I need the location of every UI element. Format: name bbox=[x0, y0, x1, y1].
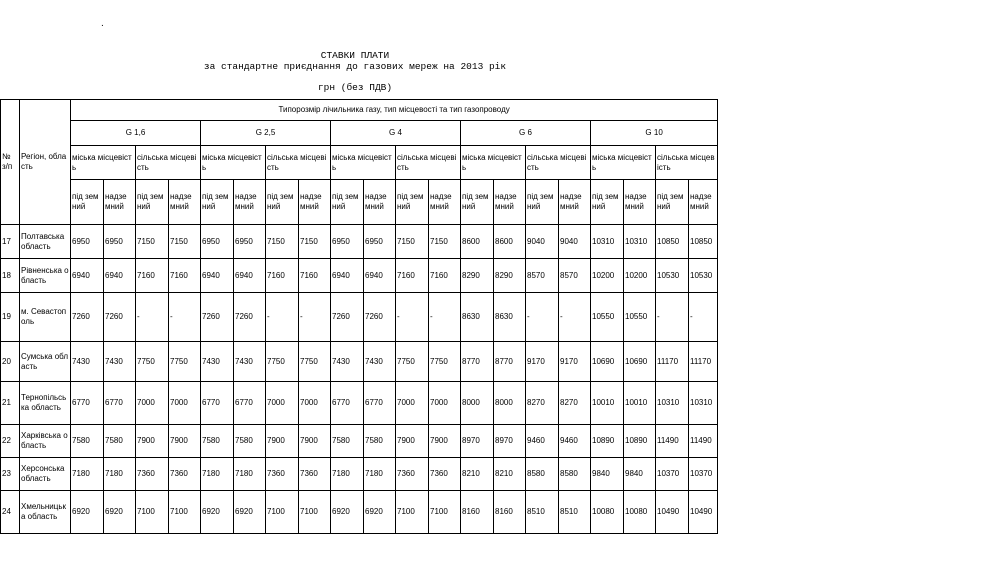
locality-header: сільська місцевість bbox=[656, 146, 718, 180]
rate-cell: 8510 bbox=[526, 491, 559, 534]
rate-cell: 7900 bbox=[299, 425, 331, 458]
pipe-type-header: надзе мний bbox=[494, 180, 526, 225]
rate-cell: 7150 bbox=[299, 225, 331, 259]
pipe-type-header: під земний bbox=[526, 180, 559, 225]
rate-cell: 10850 bbox=[689, 225, 718, 259]
rate-cell: 7260 bbox=[201, 293, 234, 342]
rate-cell: 10310 bbox=[656, 382, 689, 425]
pipe-type-header: надзе мний bbox=[429, 180, 461, 225]
rate-cell: 6920 bbox=[364, 491, 396, 534]
rate-cell: 6920 bbox=[201, 491, 234, 534]
rate-cell: 7180 bbox=[71, 458, 104, 491]
rate-cell: 7900 bbox=[396, 425, 429, 458]
rate-cell: - bbox=[299, 293, 331, 342]
rate-cell: 7750 bbox=[266, 342, 299, 382]
rate-cell: 10690 bbox=[591, 342, 624, 382]
rate-cell: 7000 bbox=[429, 382, 461, 425]
rate-cell: 10530 bbox=[656, 259, 689, 293]
rate-cell: 7000 bbox=[169, 382, 201, 425]
rate-cell: 10850 bbox=[656, 225, 689, 259]
rate-cell: 8970 bbox=[461, 425, 494, 458]
rate-cell: 7360 bbox=[429, 458, 461, 491]
pipe-type-header: надзе мний bbox=[299, 180, 331, 225]
meter-type-header: Типорозмір лічильника газу, тип місцевості та тип газопроводу bbox=[71, 100, 718, 121]
pipe-type-header: під земний bbox=[136, 180, 169, 225]
rate-cell: - bbox=[136, 293, 169, 342]
rate-cell: 10890 bbox=[624, 425, 656, 458]
document-title: СТАВКИ ПЛАТИ bbox=[320, 50, 390, 61]
rate-cell: 11490 bbox=[689, 425, 718, 458]
row-number: 19 bbox=[1, 293, 20, 342]
rate-cell: 6770 bbox=[71, 382, 104, 425]
rate-cell: 6770 bbox=[364, 382, 396, 425]
meter-group-header: G 2,5 bbox=[201, 121, 331, 146]
pipe-type-header: надзе мний bbox=[559, 180, 591, 225]
rate-cell: 7100 bbox=[299, 491, 331, 534]
row-number: 22 bbox=[1, 425, 20, 458]
rate-cell: 7750 bbox=[136, 342, 169, 382]
rate-cell: 7150 bbox=[396, 225, 429, 259]
rate-cell: 8290 bbox=[461, 259, 494, 293]
region-cell: Рівненська область bbox=[20, 259, 71, 293]
rate-cell: 7580 bbox=[364, 425, 396, 458]
pipe-type-header: під земний bbox=[201, 180, 234, 225]
rate-cell: 10890 bbox=[591, 425, 624, 458]
table-row bbox=[1, 342, 718, 382]
rate-cell: 8210 bbox=[494, 458, 526, 491]
rate-cell: 10200 bbox=[591, 259, 624, 293]
table-row bbox=[1, 382, 718, 425]
rate-cell: 8000 bbox=[494, 382, 526, 425]
rate-cell: 9040 bbox=[559, 225, 591, 259]
locality-header: міська місцевість bbox=[201, 146, 266, 180]
locality-header: сільська місцевість bbox=[396, 146, 461, 180]
rate-cell: 10370 bbox=[656, 458, 689, 491]
rate-cell: 7000 bbox=[136, 382, 169, 425]
rate-cell: 9170 bbox=[526, 342, 559, 382]
pipe-type-header: надзе мний bbox=[624, 180, 656, 225]
rate-cell: 6950 bbox=[71, 225, 104, 259]
rate-cell: 6920 bbox=[331, 491, 364, 534]
rate-cell: 6950 bbox=[104, 225, 136, 259]
region-header: Регіон, область bbox=[20, 100, 71, 225]
locality-header: міська місцевість bbox=[461, 146, 526, 180]
rate-cell: 8630 bbox=[461, 293, 494, 342]
rate-cell: 6940 bbox=[234, 259, 266, 293]
rate-cell: 7000 bbox=[266, 382, 299, 425]
pipe-type-header: під земний bbox=[461, 180, 494, 225]
rate-cell: 6940 bbox=[364, 259, 396, 293]
rate-cell: 6950 bbox=[331, 225, 364, 259]
rate-cell: 8270 bbox=[559, 382, 591, 425]
rate-cell: 6920 bbox=[104, 491, 136, 534]
rate-cell: 6950 bbox=[201, 225, 234, 259]
rate-cell: 10010 bbox=[624, 382, 656, 425]
rate-cell: - bbox=[396, 293, 429, 342]
rate-cell: 7360 bbox=[169, 458, 201, 491]
rate-cell: 7900 bbox=[169, 425, 201, 458]
rate-cell: 7360 bbox=[299, 458, 331, 491]
rate-cell: 7900 bbox=[136, 425, 169, 458]
rate-cell: - bbox=[689, 293, 718, 342]
rate-cell: 10310 bbox=[591, 225, 624, 259]
stray-dot: . bbox=[101, 18, 104, 29]
rate-cell: 7150 bbox=[169, 225, 201, 259]
locality-header: сільська місцевість bbox=[136, 146, 201, 180]
rate-cell: 6950 bbox=[364, 225, 396, 259]
rate-cell: 7160 bbox=[299, 259, 331, 293]
rate-cell: 7180 bbox=[234, 458, 266, 491]
document-subtitle: за стандартне приєднання до газових мереж на 2013 рік bbox=[203, 61, 507, 72]
rate-cell: 6940 bbox=[201, 259, 234, 293]
pipe-type-header: під земний bbox=[396, 180, 429, 225]
rate-cell: 7180 bbox=[331, 458, 364, 491]
rate-cell: 7180 bbox=[104, 458, 136, 491]
rate-cell: 7430 bbox=[364, 342, 396, 382]
pipe-type-header: надзе мний bbox=[169, 180, 201, 225]
rate-cell: 7900 bbox=[266, 425, 299, 458]
rate-cell: 9460 bbox=[559, 425, 591, 458]
rate-cell: 10310 bbox=[624, 225, 656, 259]
rate-cell: 10370 bbox=[689, 458, 718, 491]
rate-cell: 7260 bbox=[71, 293, 104, 342]
rate-cell: 8570 bbox=[559, 259, 591, 293]
row-number: 17 bbox=[1, 225, 20, 259]
rate-cell: 9840 bbox=[591, 458, 624, 491]
rate-cell: 10550 bbox=[624, 293, 656, 342]
table-row bbox=[1, 425, 718, 458]
pipe-type-header: під земний bbox=[266, 180, 299, 225]
rate-cell: 7430 bbox=[331, 342, 364, 382]
rate-cell: 7580 bbox=[71, 425, 104, 458]
row-number: 18 bbox=[1, 259, 20, 293]
rate-cell: 7360 bbox=[136, 458, 169, 491]
rate-cell: 7360 bbox=[266, 458, 299, 491]
rate-cell: 6770 bbox=[201, 382, 234, 425]
rate-cell: 7100 bbox=[396, 491, 429, 534]
meter-group-header: G 6 bbox=[461, 121, 591, 146]
rate-cell: - bbox=[526, 293, 559, 342]
rate-cell: 7000 bbox=[299, 382, 331, 425]
rate-cell: - bbox=[656, 293, 689, 342]
rate-cell: 8630 bbox=[494, 293, 526, 342]
pipe-type-header: надзе мний bbox=[364, 180, 396, 225]
rate-cell: 7580 bbox=[201, 425, 234, 458]
rate-cell: 8210 bbox=[461, 458, 494, 491]
table-row bbox=[1, 259, 718, 293]
rate-cell: 7430 bbox=[104, 342, 136, 382]
pipe-type-header: під земний bbox=[591, 180, 624, 225]
rate-cell: 7180 bbox=[364, 458, 396, 491]
rate-cell: 10690 bbox=[624, 342, 656, 382]
meter-group-header: G 10 bbox=[591, 121, 718, 146]
table-row bbox=[1, 293, 718, 342]
row-number: 20 bbox=[1, 342, 20, 382]
rate-cell: 7750 bbox=[299, 342, 331, 382]
rate-cell: 6940 bbox=[71, 259, 104, 293]
rate-cell: 10550 bbox=[591, 293, 624, 342]
num-header: № з/п bbox=[1, 100, 20, 225]
rate-cell: 6770 bbox=[104, 382, 136, 425]
rate-cell: 7750 bbox=[396, 342, 429, 382]
rate-cell: 8580 bbox=[559, 458, 591, 491]
rate-cell: 8600 bbox=[461, 225, 494, 259]
rate-cell: 7260 bbox=[234, 293, 266, 342]
rate-cell: 6920 bbox=[71, 491, 104, 534]
locality-header: сільська місцевість bbox=[526, 146, 591, 180]
rate-cell: 6940 bbox=[331, 259, 364, 293]
pipe-type-header: надзе мний bbox=[234, 180, 266, 225]
rate-cell: 7000 bbox=[396, 382, 429, 425]
rate-cell: 6950 bbox=[234, 225, 266, 259]
rate-cell: 11490 bbox=[656, 425, 689, 458]
locality-header: міська місцевість bbox=[591, 146, 656, 180]
rate-cell: 7150 bbox=[266, 225, 299, 259]
rate-cell: 10080 bbox=[591, 491, 624, 534]
rate-cell: 10490 bbox=[689, 491, 718, 534]
rate-cell: 7750 bbox=[429, 342, 461, 382]
row-number: 24 bbox=[1, 491, 20, 534]
rate-cell: 7160 bbox=[169, 259, 201, 293]
rate-cell: 7150 bbox=[136, 225, 169, 259]
rate-cell: 10080 bbox=[624, 491, 656, 534]
rate-cell: 7150 bbox=[429, 225, 461, 259]
rate-cell: 7260 bbox=[104, 293, 136, 342]
rate-cell: 7100 bbox=[266, 491, 299, 534]
table-row bbox=[1, 225, 718, 259]
pipe-type-header: під земний bbox=[71, 180, 104, 225]
rate-cell: - bbox=[169, 293, 201, 342]
pipe-type-header: надзе мний bbox=[104, 180, 136, 225]
rate-cell: 9460 bbox=[526, 425, 559, 458]
rate-cell: 11170 bbox=[689, 342, 718, 382]
rate-cell: - bbox=[429, 293, 461, 342]
region-cell: Сумська область bbox=[20, 342, 71, 382]
rate-cell: 6940 bbox=[104, 259, 136, 293]
locality-header: сільська місцевість bbox=[266, 146, 331, 180]
rate-cell: 7160 bbox=[136, 259, 169, 293]
rate-cell: 6920 bbox=[234, 491, 266, 534]
rate-cell: 8290 bbox=[494, 259, 526, 293]
rate-cell: - bbox=[559, 293, 591, 342]
rate-cell: 8600 bbox=[494, 225, 526, 259]
row-number: 21 bbox=[1, 382, 20, 425]
rate-cell: 7430 bbox=[201, 342, 234, 382]
rate-cell: 8000 bbox=[461, 382, 494, 425]
rate-cell: 8570 bbox=[526, 259, 559, 293]
locality-header: міська місцевість bbox=[331, 146, 396, 180]
locality-header: міська місцевість bbox=[71, 146, 136, 180]
region-cell: Хмельницька область bbox=[20, 491, 71, 534]
rate-cell: 9840 bbox=[624, 458, 656, 491]
rate-cell: - bbox=[266, 293, 299, 342]
rate-cell: 7180 bbox=[201, 458, 234, 491]
rate-cell: 8270 bbox=[526, 382, 559, 425]
rate-cell: 10200 bbox=[624, 259, 656, 293]
rates-table bbox=[0, 99, 718, 534]
region-cell: м. Севастополь bbox=[20, 293, 71, 342]
rate-cell: 7160 bbox=[266, 259, 299, 293]
region-cell: Полтавська область bbox=[20, 225, 71, 259]
row-number: 23 bbox=[1, 458, 20, 491]
table-row bbox=[1, 458, 718, 491]
rate-cell: 10530 bbox=[689, 259, 718, 293]
rate-cell: 7580 bbox=[234, 425, 266, 458]
rate-cell: 8160 bbox=[494, 491, 526, 534]
region-cell: Херсонська область bbox=[20, 458, 71, 491]
rate-cell: 7160 bbox=[429, 259, 461, 293]
rate-cell: 7900 bbox=[429, 425, 461, 458]
rate-cell: 8160 bbox=[461, 491, 494, 534]
rate-cell: 7580 bbox=[331, 425, 364, 458]
rate-cell: 7100 bbox=[136, 491, 169, 534]
region-cell: Тернопільська область bbox=[20, 382, 71, 425]
pipe-type-header: під земний bbox=[656, 180, 689, 225]
rate-cell: 7260 bbox=[331, 293, 364, 342]
rate-cell: 8580 bbox=[526, 458, 559, 491]
rate-cell: 11170 bbox=[656, 342, 689, 382]
rate-cell: 7430 bbox=[234, 342, 266, 382]
rate-cell: 7100 bbox=[169, 491, 201, 534]
meter-group-header: G 4 bbox=[331, 121, 461, 146]
rate-cell: 10310 bbox=[689, 382, 718, 425]
rate-cell: 6770 bbox=[331, 382, 364, 425]
rate-cell: 9170 bbox=[559, 342, 591, 382]
rate-cell: 7580 bbox=[104, 425, 136, 458]
rate-cell: 6770 bbox=[234, 382, 266, 425]
rate-cell: 8770 bbox=[494, 342, 526, 382]
pipe-type-header: надзе мний bbox=[689, 180, 718, 225]
rate-cell: 10010 bbox=[591, 382, 624, 425]
rate-cell: 7360 bbox=[396, 458, 429, 491]
currency-note: грн (без ПДВ) bbox=[317, 82, 393, 93]
rate-cell: 7100 bbox=[429, 491, 461, 534]
pipe-type-header: під земний bbox=[331, 180, 364, 225]
rate-cell: 7750 bbox=[169, 342, 201, 382]
rate-cell: 8510 bbox=[559, 491, 591, 534]
rate-cell: 7160 bbox=[396, 259, 429, 293]
region-cell: Харківська область bbox=[20, 425, 71, 458]
rate-cell: 8770 bbox=[461, 342, 494, 382]
table-row bbox=[1, 491, 718, 534]
rate-cell: 7430 bbox=[71, 342, 104, 382]
rate-cell: 7260 bbox=[364, 293, 396, 342]
rate-cell: 10490 bbox=[656, 491, 689, 534]
rate-cell: 8970 bbox=[494, 425, 526, 458]
rate-cell: 9040 bbox=[526, 225, 559, 259]
meter-group-header: G 1,6 bbox=[71, 121, 201, 146]
